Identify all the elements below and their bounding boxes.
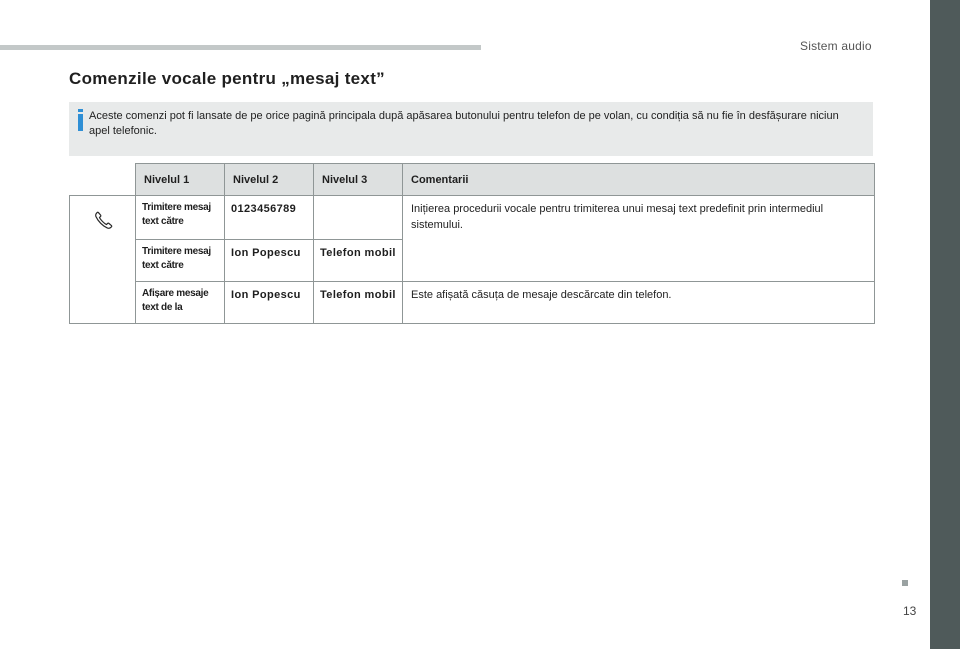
table-row [70,196,875,240]
row3-level1: Afișare mesaje text de la [136,282,225,324]
header-comments: Comentarii [403,164,875,196]
phone-handset-icon [92,210,114,232]
row3-level2: Ion Popescu [225,282,314,324]
row1-comment: Inițierea procedurii vocale pentru trimiterea unui mesaj text predefinit prin intermediul sistemului. [403,196,875,282]
top-rule [0,45,481,50]
side-bar [930,0,960,649]
info-note-text: Aceste comenzi pot fi lansate de pe orice pagină principala după apăsarea butonului pentru telefon de pe volan, cu condiția să nu fie în desfășurare niciun apel telefonic. [89,110,839,137]
phone-icon-cell [70,196,136,324]
row3-level3: Telefon mobil [314,282,403,324]
header-level-3: Nivelul 3 [314,164,403,196]
row3-comment: Este afișată căsuța de mesaje descărcate din telefon. [403,282,875,324]
header-level-1: Nivelul 1 [136,164,225,196]
row1-level3 [314,196,403,240]
table-row [70,282,875,324]
voice-commands-table [69,163,875,324]
header-blank-cell [70,164,136,196]
row1-level1: Trimitere mesaj text către [136,196,225,240]
page-number: 13 [903,604,917,618]
row2-level1: Trimitere mesaj text către [136,240,225,282]
page-title: Comenzile vocale pentru „mesaj text” [69,69,385,88]
row2-level2: Ion Popescu [225,240,314,282]
info-icon [78,109,83,131]
info-note [69,102,873,156]
row1-level2: 0123456789 [225,196,314,240]
section-name: Sistem audio [800,39,872,53]
table-header-row [70,164,875,196]
row2-level3: Telefon mobil [314,240,403,282]
page-marker [902,580,908,586]
header-level-2: Nivelul 2 [225,164,314,196]
